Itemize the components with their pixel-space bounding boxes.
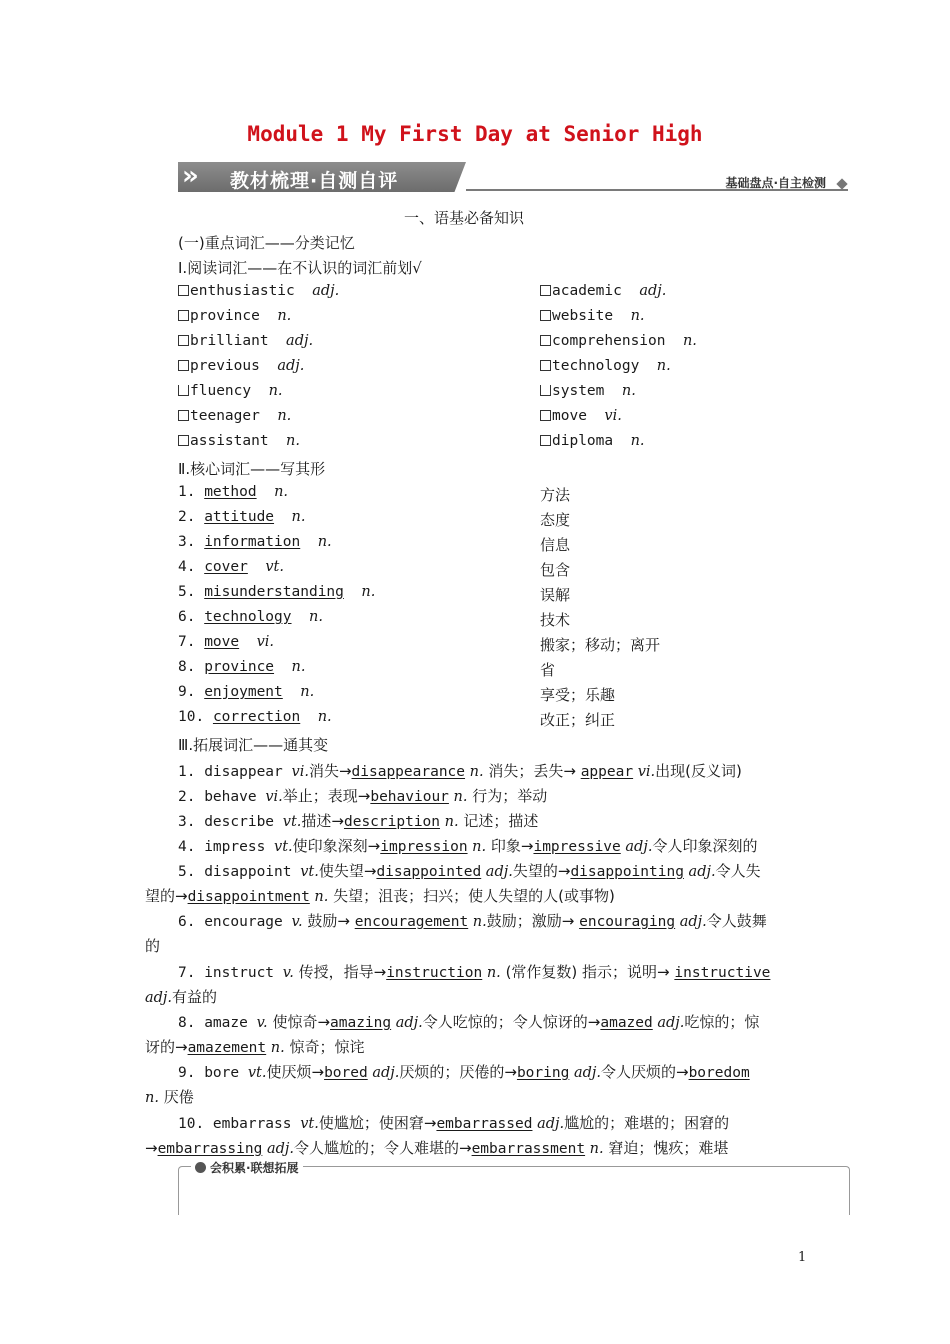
reading-word-right: system n.	[540, 383, 636, 399]
extended-item: 8. amaze v. 使惊奇→amazing adj.令人吃惊的；令人惊讶的→amazed adj.吃惊的；惊	[178, 1013, 760, 1031]
sub-heading-extended: Ⅲ.拓展词汇——通其变	[178, 736, 329, 754]
checkbox-icon[interactable]	[540, 385, 551, 396]
extended-item-continued: 的	[145, 937, 161, 955]
reading-word-left: province n.	[178, 308, 291, 324]
extended-item: 7. instruct v. 传授，指导→instruction n. (常作复数) 指示；说明→ instructive	[178, 963, 771, 981]
checkbox-icon[interactable]	[540, 360, 551, 371]
reading-word-right: academic adj.	[540, 283, 666, 299]
core-item-meaning: 态度	[540, 511, 571, 529]
extended-item-continued: n. 厌倦	[145, 1088, 194, 1106]
core-item: 9. enjoyment n.	[178, 684, 315, 700]
core-item: 3. information n.	[178, 534, 332, 550]
section-banner	[178, 160, 848, 194]
extended-item: 3. describe vt.描述→description n. 记述；描述	[178, 812, 539, 830]
core-item-meaning: 信息	[540, 536, 571, 554]
reading-word-right: technology n.	[540, 358, 671, 374]
reading-word-left: teenager n.	[178, 408, 291, 424]
reading-word-right: move vi.	[540, 408, 622, 424]
extended-item: 10. embarrass vt.使尴尬；使困窘→embarrassed adj.尴尬的；难堪的；困窘的	[178, 1114, 730, 1132]
part-heading: (一)重点词汇——分类记忆	[178, 234, 355, 252]
core-item-meaning: 改正；纠正	[540, 711, 616, 729]
core-item: 1. method n.	[178, 484, 289, 500]
checkbox-icon[interactable]	[178, 310, 189, 321]
section-heading: 一、语基必备知识	[404, 209, 525, 227]
reading-word-left: brilliant adj.	[178, 333, 313, 349]
checkbox-icon[interactable]	[540, 435, 551, 446]
reading-word-left: assistant n.	[178, 433, 300, 449]
chevron-right-icon: »	[182, 161, 193, 191]
checkbox-icon[interactable]	[178, 285, 189, 296]
core-item: 6. technology n.	[178, 609, 323, 625]
note-icon	[195, 1162, 206, 1173]
reading-word-right: comprehension n.	[540, 333, 697, 349]
extended-item-continued: →embarrassing adj.令人尴尬的；令人难堪的→embarrassment n. 窘迫；愧疚；难堪	[145, 1139, 729, 1157]
checkbox-icon[interactable]	[540, 410, 551, 421]
core-item: 8. province n.	[178, 659, 306, 675]
core-item: 10. correction n.	[178, 709, 332, 725]
extended-item: 5. disappoint vt.使失望→disappointed adj.失望的→disappointing adj.令人失	[178, 862, 761, 880]
extended-item-continued: 望的→disappointment n. 失望；沮丧；扫兴；使人失望的人(或事物)	[145, 887, 615, 905]
reading-word-left: previous adj.	[178, 358, 304, 374]
checkbox-icon[interactable]	[540, 310, 551, 321]
extended-item: 1. disappear vi.消失→disappearance n. 消失；丢失→ appear vi.出现(反义词)	[178, 762, 742, 780]
core-item-meaning: 搬家；移动；离开	[540, 636, 661, 654]
core-item-meaning: 方法	[540, 486, 571, 504]
extended-item-continued: adj.有益的	[145, 988, 218, 1006]
core-item-meaning: 技术	[540, 611, 571, 629]
checkbox-icon[interactable]	[178, 335, 189, 346]
banner-right-text: 基础盘点·自主检测	[725, 176, 826, 190]
core-item-meaning: 包含	[540, 561, 571, 579]
extended-item: 4. impress vt.使印象深刻→impression n. 印象→impressive adj.令人印象深刻的	[178, 837, 758, 855]
reading-word-left: fluency n.	[178, 383, 283, 399]
core-item: 7. move vi.	[178, 634, 275, 650]
banner-left-text: 教材梳理·自测自评	[230, 170, 399, 192]
page-number: 1	[798, 1250, 807, 1265]
checkbox-icon[interactable]	[178, 435, 189, 446]
core-item: 2. attitude n.	[178, 509, 306, 525]
checkbox-icon[interactable]	[540, 335, 551, 346]
reading-word-right: diploma n.	[540, 433, 645, 449]
core-item: 5. misunderstanding n.	[178, 584, 376, 600]
sub-heading-core: Ⅱ.核心词汇——写其形	[178, 460, 326, 478]
extended-item: 2. behave vi.举止；表现→behaviour n. 行为；举动	[178, 787, 548, 805]
checkbox-icon[interactable]	[178, 385, 189, 396]
checkbox-icon[interactable]	[178, 360, 189, 371]
reading-word-right: website n.	[540, 308, 645, 324]
diamond-icon	[836, 178, 847, 189]
checkbox-icon[interactable]	[540, 285, 551, 296]
extended-item-continued: 讶的→amazement n. 惊奇；惊诧	[145, 1038, 365, 1056]
note-label: 会积累·联想拓展	[191, 1159, 303, 1176]
extended-item: 9. bore vt.使厌烦→bored adj.厌烦的；厌倦的→boring adj.令人厌烦的→boredom	[178, 1063, 750, 1081]
core-item-meaning: 省	[540, 661, 556, 679]
reading-word-left: enthusiastic adj.	[178, 283, 339, 299]
checkbox-icon[interactable]	[178, 410, 189, 421]
extended-item: 6. encourage v. 鼓励→ encouragement n.鼓励；激励→ encouraging adj.令人鼓舞	[178, 912, 767, 930]
note-box	[178, 1161, 850, 1215]
page-title: Module 1 My First Day at Senior High	[247, 122, 703, 146]
core-item-meaning: 误解	[540, 586, 571, 604]
core-item: 4. cover vt.	[178, 559, 284, 575]
core-item-meaning: 享受；乐趣	[540, 686, 616, 704]
sub-heading-reading: Ⅰ.阅读词汇——在不认识的词汇前划√	[178, 259, 422, 277]
